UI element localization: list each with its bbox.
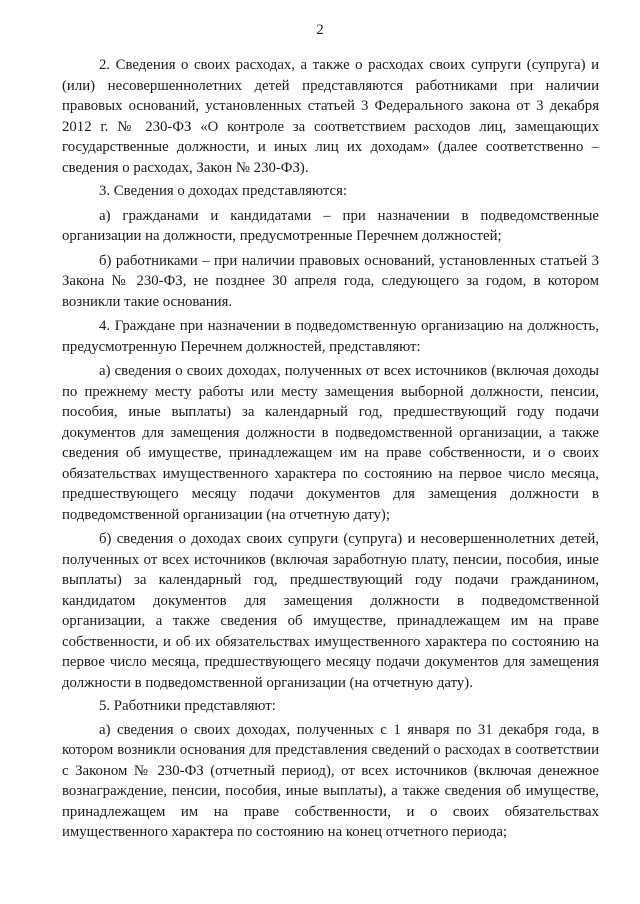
paragraph-2: 2. Сведения о своих расходах, а также о расходах своих супруги (супруга) и (или) несовершеннолетних детей представляются работниками при наличии правовых оснований, установленных статьей 3 Федерального закона от 3 декабря 2012 г. № 230-ФЗ «О контроле за соответствием расходов лиц, замещающих государственные должности, и иных лиц их доходам» (далее соответственно – сведения о расходах, Закон № 230-ФЗ). — [62, 57, 599, 176]
paragraph-5a: а) сведения о своих доходах, полученных с 1 января по 31 декабря года, в котором возникли основания для представления сведений о расходах в соответствии с Законом № 230-ФЗ (отчетный период), от всех источников (включая денежное вознаграждение, пенсии, пособия, иные выплаты), а также сведения об имуществе, принадлежащем им на праве собственности, и о своих обязательствах имущественного характера по состоянию на конец отчетного периода; — [62, 721, 599, 840]
paragraph-5: 5. Работники представляют: — [99, 698, 276, 714]
paragraph-3a: а) гражданами и кандидатами – при назначении в подведомственные организации на должности, предусмотренные Перечнем должностей; — [62, 207, 599, 244]
paragraph-3: 3. Сведения о доходах представляются: — [99, 183, 348, 199]
paragraph-4a: а) сведения о своих доходах, полученных от всех источников (включая доходы по прежнему месту работы или месту замещения выборной должности, пенсии, пособия, иные выплаты) за календарный год, предшествующий году подачи документов для замещения должности в подведомственной организации, а также сведения об имуществе, принадлежащем им на праве собственности, и о своих обязательствах имущественного характера по состоянию на первое число месяца, предшествующего месяцу подачи документов для замещения должности в подведомственной организации (на отчетную дату); — [62, 363, 599, 523]
paragraph-4: 4. Граждане при назначении в подведомственную организацию на должность, предусмотренную Перечнем должностей, представляют: — [62, 318, 599, 355]
document-body — [62, 55, 599, 843]
page-number: 2 — [316, 22, 324, 38]
paragraph-4b: б) сведения о доходах своих супруги (супруга) и несовершеннолетних детей, полученных от всех источников (включая заработную плату, пенсии, пособия, иные выплаты) за календарный год, предшествующий году подачи гражданином, кандидатом документов для замещения должности в подведомственной организации, а также сведения об имуществе, принадлежащем им на праве собственности, и об их обязательствах имущественного характера по состоянию на первое число месяца, предшествующего месяцу подачи документов для замещения должности в подведомственной организации (на отчетную дату). — [62, 531, 599, 691]
paragraph-3b: б) работниками – при наличии правовых оснований, установленных статьей 3 Закона № 230-ФЗ, не позднее 30 апреля года, следующего за годом, в котором возникли такие основания. — [62, 252, 599, 310]
